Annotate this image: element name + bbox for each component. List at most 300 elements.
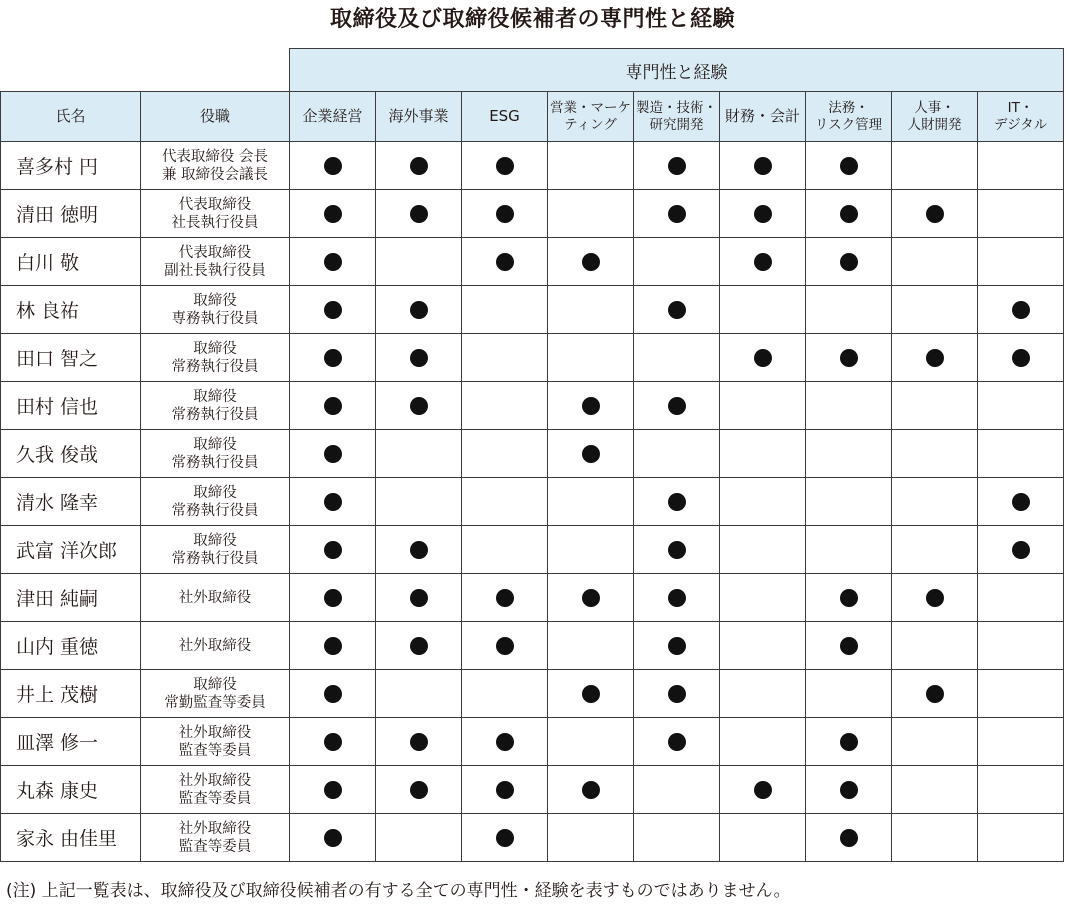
skill-cell [290, 574, 376, 622]
skill-cell [462, 478, 548, 526]
skill-cell [290, 334, 376, 382]
skill-cell [892, 478, 978, 526]
filled-circle-icon [840, 637, 858, 655]
filled-circle-icon [840, 781, 858, 799]
skill-cell [892, 622, 978, 670]
filled-circle-icon [668, 493, 686, 511]
filled-circle-icon [926, 205, 944, 223]
skill-cell [548, 814, 634, 862]
filled-circle-icon [410, 301, 428, 319]
skill-cell [720, 334, 806, 382]
filled-circle-icon [496, 733, 514, 751]
role-line: 常務執行役員 [171, 406, 259, 423]
skill-header-line: ティング [564, 116, 617, 133]
director-name: 丸森 康史 [1, 766, 141, 814]
skill-cell [634, 142, 720, 190]
director-role [141, 190, 290, 238]
column-header-skill [290, 92, 376, 142]
director-name: 家永 由佳里 [1, 814, 141, 862]
filled-circle-icon [582, 589, 600, 607]
column-header-skill [978, 92, 1064, 142]
director-role [141, 238, 290, 286]
skill-cell [978, 382, 1064, 430]
filled-circle-icon [582, 781, 600, 799]
filled-circle-icon [410, 589, 428, 607]
skill-cell [634, 814, 720, 862]
director-name: 皿澤 修一 [1, 718, 141, 766]
skill-cell [548, 622, 634, 670]
skill-cell [290, 526, 376, 574]
skill-cell [806, 718, 892, 766]
filled-circle-icon [1012, 541, 1030, 559]
skill-cell [806, 478, 892, 526]
skill-cell [720, 430, 806, 478]
skill-cell [978, 574, 1064, 622]
skill-cell [462, 718, 548, 766]
table-row [1, 382, 1064, 430]
filled-circle-icon [410, 733, 428, 751]
filled-circle-icon [840, 589, 858, 607]
footnote: (注) 上記一覧表は、取締役及び取締役候補者の有する全ての専門性・経験を表すものではありません。 [6, 881, 791, 901]
director-name: 白川 敬 [1, 238, 141, 286]
skill-cell [634, 622, 720, 670]
table-row [1, 430, 1064, 478]
skill-cell [806, 382, 892, 430]
page-title: 取締役及び取締役候補者の専門性と経験 [329, 7, 735, 32]
skill-cell [290, 478, 376, 526]
skill-cell [548, 286, 634, 334]
skill-cell [290, 718, 376, 766]
filled-circle-icon [324, 637, 342, 655]
skill-cell [462, 142, 548, 190]
skills-matrix-table [0, 48, 1064, 862]
filled-circle-icon [324, 829, 342, 847]
skill-header-line: ESG [489, 107, 520, 125]
column-header-skill [720, 92, 806, 142]
role-line: 常務執行役員 [171, 550, 259, 567]
filled-circle-icon [582, 397, 600, 415]
skill-cell [806, 142, 892, 190]
filled-circle-icon [668, 637, 686, 655]
skill-cell [720, 142, 806, 190]
skill-header-line: デジタル [993, 116, 1048, 133]
filled-circle-icon [324, 253, 342, 271]
filled-circle-icon [410, 397, 428, 415]
filled-circle-icon [754, 349, 772, 367]
skill-header-line: 企業経営 [302, 107, 363, 125]
table-row [1, 622, 1064, 670]
director-name: 津田 純嗣 [1, 574, 141, 622]
filled-circle-icon [926, 589, 944, 607]
director-name: 久我 俊哉 [1, 430, 141, 478]
skill-cell [376, 574, 462, 622]
filled-circle-icon [840, 733, 858, 751]
skill-cell [806, 286, 892, 334]
skill-header-line: 研究開発 [649, 116, 704, 133]
filled-circle-icon [840, 349, 858, 367]
director-name: 田口 智之 [1, 334, 141, 382]
skill-cell [978, 718, 1064, 766]
director-name: 清田 徳明 [1, 190, 141, 238]
skill-cell [720, 478, 806, 526]
filled-circle-icon [324, 397, 342, 415]
filled-circle-icon [582, 685, 600, 703]
skill-cell [376, 814, 462, 862]
director-role [141, 718, 290, 766]
blank-corner [1, 49, 290, 92]
group-header-expertise: 専門性と経験 [290, 49, 1064, 92]
filled-circle-icon [582, 445, 600, 463]
filled-circle-icon [668, 733, 686, 751]
skill-cell [978, 478, 1064, 526]
skill-cell [634, 190, 720, 238]
skill-cell [892, 766, 978, 814]
skill-cell [978, 766, 1064, 814]
skill-cell [806, 238, 892, 286]
skill-cell [376, 334, 462, 382]
skill-cell [290, 382, 376, 430]
role-line: 専務執行役員 [171, 310, 259, 327]
filled-circle-icon [668, 301, 686, 319]
filled-circle-icon [324, 205, 342, 223]
filled-circle-icon [324, 301, 342, 319]
skill-cell [978, 142, 1064, 190]
skill-cell [892, 526, 978, 574]
table-row [1, 526, 1064, 574]
table-row [1, 286, 1064, 334]
skill-cell [892, 382, 978, 430]
director-role [141, 382, 290, 430]
role-line: 取締役 [193, 292, 237, 309]
skill-cell [548, 574, 634, 622]
filled-circle-icon [496, 781, 514, 799]
skill-cell [376, 478, 462, 526]
filled-circle-icon [496, 829, 514, 847]
role-line: 取締役 [193, 388, 237, 405]
skill-cell [548, 142, 634, 190]
skill-header-line: 財務・会計 [724, 107, 800, 125]
filled-circle-icon [496, 589, 514, 607]
filled-circle-icon [324, 589, 342, 607]
filled-circle-icon [1012, 493, 1030, 511]
skill-cell [978, 814, 1064, 862]
skill-cell [462, 766, 548, 814]
skill-cell [978, 190, 1064, 238]
skill-cell [462, 286, 548, 334]
skill-cell [548, 526, 634, 574]
skill-cell [462, 574, 548, 622]
skill-cell [720, 526, 806, 574]
skill-cell [634, 430, 720, 478]
skill-cell [462, 526, 548, 574]
filled-circle-icon [840, 829, 858, 847]
skill-cell [462, 670, 548, 718]
skill-cell [634, 238, 720, 286]
skill-cell [462, 814, 548, 862]
skill-cell [720, 286, 806, 334]
director-name: 武富 洋次郎 [1, 526, 141, 574]
skill-cell [290, 190, 376, 238]
skill-cell [290, 766, 376, 814]
role-line: 取締役 [193, 340, 237, 357]
column-header-skill [806, 92, 892, 142]
skill-cell [806, 526, 892, 574]
filled-circle-icon [324, 685, 342, 703]
filled-circle-icon [496, 157, 514, 175]
skill-cell [892, 190, 978, 238]
filled-circle-icon [926, 685, 944, 703]
skill-cell [548, 334, 634, 382]
skill-cell [462, 334, 548, 382]
skill-cell [634, 334, 720, 382]
role-line: 社外取締役 [178, 637, 252, 654]
director-role [141, 478, 290, 526]
filled-circle-icon [324, 349, 342, 367]
table-row [1, 190, 1064, 238]
filled-circle-icon [668, 397, 686, 415]
filled-circle-icon [1012, 301, 1030, 319]
skill-cell [376, 766, 462, 814]
role-line: 常務執行役員 [171, 502, 259, 519]
skill-cell [548, 190, 634, 238]
skill-header-line: 製造・技術・ [636, 99, 717, 116]
column-header-name: 氏名 [1, 92, 141, 142]
role-line: 監査等委員 [178, 742, 252, 759]
filled-circle-icon [840, 157, 858, 175]
skill-cell [806, 670, 892, 718]
skill-cell [548, 238, 634, 286]
skill-cell [720, 382, 806, 430]
director-role [141, 670, 290, 718]
director-role [141, 430, 290, 478]
skill-header-line: 営業・マーケ [550, 99, 631, 116]
skill-cell [806, 430, 892, 478]
skill-cell [720, 190, 806, 238]
filled-circle-icon [410, 157, 428, 175]
filled-circle-icon [1012, 349, 1030, 367]
director-role [141, 526, 290, 574]
filled-circle-icon [754, 253, 772, 271]
skill-cell [376, 286, 462, 334]
column-header-skill [462, 92, 548, 142]
role-line: 副社長執行役員 [164, 262, 266, 279]
skill-cell [462, 238, 548, 286]
skill-cell [376, 526, 462, 574]
skill-cell [978, 526, 1064, 574]
skill-cell [376, 382, 462, 430]
skill-cell [892, 430, 978, 478]
skill-header-line: リスク管理 [814, 116, 883, 133]
filled-circle-icon [582, 253, 600, 271]
table-row [1, 670, 1064, 718]
skill-cell [978, 334, 1064, 382]
filled-circle-icon [840, 253, 858, 271]
skill-cell [634, 670, 720, 718]
table-row [1, 718, 1064, 766]
skill-cell [376, 190, 462, 238]
skill-cell [634, 718, 720, 766]
table-row [1, 238, 1064, 286]
skill-cell [548, 670, 634, 718]
director-name: 田村 信也 [1, 382, 141, 430]
table-body [1, 142, 1064, 862]
filled-circle-icon [668, 157, 686, 175]
table-row [1, 574, 1064, 622]
skill-cell [720, 622, 806, 670]
filled-circle-icon [496, 205, 514, 223]
skill-cell [548, 766, 634, 814]
role-line: 代表取締役 会長 [161, 148, 269, 165]
column-header-role: 役職 [141, 92, 290, 142]
skill-cell [462, 622, 548, 670]
skill-cell [376, 622, 462, 670]
filled-circle-icon [840, 205, 858, 223]
filled-circle-icon [668, 205, 686, 223]
director-name: 林 良祐 [1, 286, 141, 334]
column-header-skill [548, 92, 634, 142]
role-line: 監査等委員 [178, 838, 252, 855]
director-role [141, 814, 290, 862]
skill-cell [806, 334, 892, 382]
skill-cell [548, 430, 634, 478]
filled-circle-icon [668, 589, 686, 607]
skill-cell [892, 238, 978, 286]
skill-header-line: IT・ [1007, 99, 1034, 116]
skill-cell [376, 142, 462, 190]
skill-header-line: 法務・ [828, 99, 869, 116]
director-role [141, 286, 290, 334]
role-line: 兼 取締役会議長 [161, 166, 269, 183]
filled-circle-icon [754, 157, 772, 175]
filled-circle-icon [496, 637, 514, 655]
skill-cell [290, 430, 376, 478]
director-name: 山内 重徳 [1, 622, 141, 670]
filled-circle-icon [496, 253, 514, 271]
filled-circle-icon [324, 733, 342, 751]
filled-circle-icon [926, 349, 944, 367]
skill-cell [720, 718, 806, 766]
skill-cell [290, 238, 376, 286]
skill-cell [892, 574, 978, 622]
skill-cell [892, 142, 978, 190]
skill-cell [978, 430, 1064, 478]
skill-cell [806, 574, 892, 622]
group-header-row [1, 49, 1064, 92]
filled-circle-icon [324, 157, 342, 175]
skill-cell [290, 814, 376, 862]
skill-cell [634, 526, 720, 574]
skill-cell [634, 478, 720, 526]
column-header-skill [892, 92, 978, 142]
skill-cell [290, 622, 376, 670]
director-role [141, 766, 290, 814]
skill-cell [548, 478, 634, 526]
filled-circle-icon [410, 637, 428, 655]
skill-cell [290, 670, 376, 718]
filled-circle-icon [754, 781, 772, 799]
table-row [1, 142, 1064, 190]
role-line: 代表取締役 [178, 196, 252, 213]
skill-cell [806, 814, 892, 862]
role-line: 取締役 [193, 484, 237, 501]
filled-circle-icon [324, 541, 342, 559]
skill-cell [634, 286, 720, 334]
skill-cell [720, 814, 806, 862]
role-line: 社外取締役 [178, 820, 252, 837]
role-line: 社外取締役 [178, 724, 252, 741]
skill-cell [978, 622, 1064, 670]
skill-cell [892, 814, 978, 862]
filled-circle-icon [410, 205, 428, 223]
skill-cell [806, 766, 892, 814]
role-line: 取締役 [193, 676, 237, 693]
skill-cell [376, 718, 462, 766]
role-line: 社外取締役 [178, 772, 252, 789]
skill-cell [720, 238, 806, 286]
filled-circle-icon [410, 349, 428, 367]
role-line: 常務執行役員 [171, 358, 259, 375]
skill-cell [892, 670, 978, 718]
column-header-skill [376, 92, 462, 142]
skill-cell [290, 286, 376, 334]
skill-cell [892, 718, 978, 766]
role-line: 常務執行役員 [171, 454, 259, 471]
role-line: 代表取締役 [178, 244, 252, 261]
filled-circle-icon [668, 685, 686, 703]
column-header-row [1, 92, 1064, 142]
role-line: 取締役 [193, 532, 237, 549]
skill-cell [376, 670, 462, 718]
skill-cell [634, 574, 720, 622]
skill-cell [720, 574, 806, 622]
director-role [141, 574, 290, 622]
skill-cell [376, 430, 462, 478]
director-name: 喜多村 円 [1, 142, 141, 190]
role-line: 監査等委員 [178, 790, 252, 807]
skill-cell [462, 382, 548, 430]
role-line: 社外取締役 [178, 589, 252, 606]
skill-cell [462, 190, 548, 238]
skill-cell [806, 622, 892, 670]
filled-circle-icon [410, 781, 428, 799]
skill-header-line: 人財開発 [907, 116, 962, 133]
skill-cell [720, 670, 806, 718]
skill-cell [978, 286, 1064, 334]
column-header-skill [634, 92, 720, 142]
skill-header-line: 人事・ [914, 99, 955, 116]
table-row [1, 766, 1064, 814]
skill-cell [548, 718, 634, 766]
role-line: 社長執行役員 [171, 214, 259, 231]
director-name: 清水 隆幸 [1, 478, 141, 526]
director-role [141, 334, 290, 382]
skill-cell [892, 286, 978, 334]
skill-cell [634, 382, 720, 430]
skill-cell [978, 670, 1064, 718]
table-row [1, 814, 1064, 862]
skill-cell [720, 766, 806, 814]
filled-circle-icon [324, 493, 342, 511]
director-name: 井上 茂樹 [1, 670, 141, 718]
skill-cell [290, 142, 376, 190]
role-line: 取締役 [193, 436, 237, 453]
filled-circle-icon [324, 781, 342, 799]
skill-cell [978, 238, 1064, 286]
table-row [1, 334, 1064, 382]
skill-cell [806, 190, 892, 238]
filled-circle-icon [668, 541, 686, 559]
skill-cell [376, 238, 462, 286]
